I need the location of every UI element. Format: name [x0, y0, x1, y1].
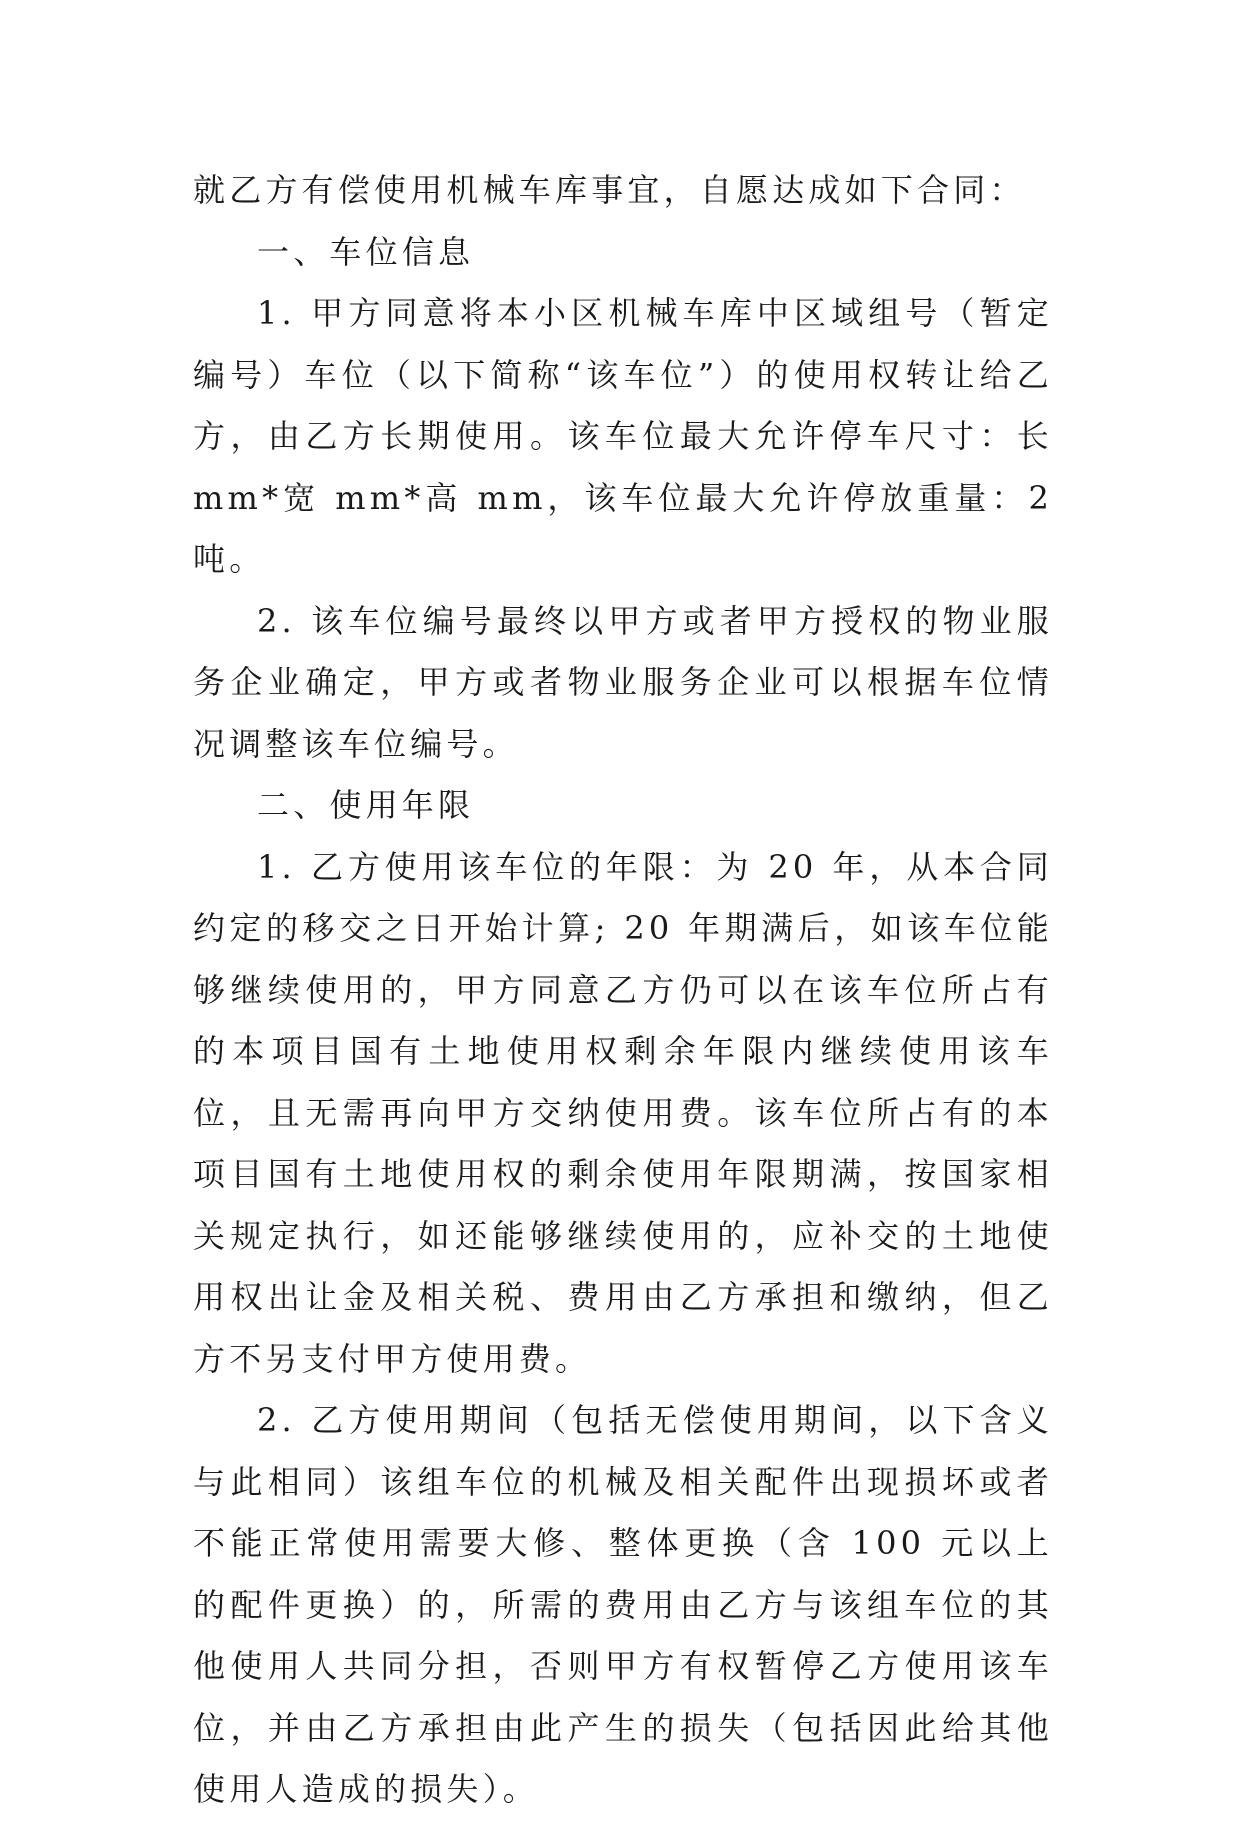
clause-1-2-parking-number: 2. 该车位编号最终以甲方或者甲方授权的物业服务企业确定，甲方或者物业服务企业可以根据车位情况调整该车位编号。 — [193, 601, 1053, 763]
paragraph-intro: 就乙方有偿使用机械车库事宜，自愿达成如下合同： — [193, 171, 1026, 209]
section-heading-parking-info: 一、车位信息 — [257, 232, 475, 271]
clause-1-1-parking-transfer: 1. 甲方同意将本小区机械车库中区域组号（暂定编号）车位（以下简称“该车位”）的使用权转让给乙方，由乙方长期使用。该车位最大允许停车尺寸：长 mm*宽 mm*高 mm，该车位最大允许停放重量：2 吨。 — [193, 294, 1053, 578]
clause-2-2-repair-costs: 2. 乙方使用期间（包括无偿使用期间，以下含义与此相同）该组车位的机械及相关配件出现损坏或者不能正常使用需要大修、整体更换（含 100 元以上的配件更换）的，所需的费用由乙方与该组车位的其他使用人共同分担，否则甲方有权暂停乙方使用该车位，并由乙方承担由此产生的损失（包括因此给其他使用人造成的损失）。 — [193, 1401, 1053, 1808]
clause-2-1-usage-years: 1. 乙方使用该车位的年限：为 20 年，从本合同约定的移交之日开始计算; 20 年期满后，如该车位能够继续使用的，甲方同意乙方仍可以在该车位所占有的本项目国有土地使用权剩余年限内继续使用该车位，且无需再向甲方交纳使用费。该车位所占有的本项目国有土地使用权的剩余使用年限期满，按国家相关规定执行，如还能够继续使用的，应补交的土地使用权出让金及相关税、费用由乙方承担和缴纳，但乙方不另支付甲方使用费。 — [193, 847, 1053, 1378]
section-heading-usage-term: 二、使用年限 — [257, 786, 475, 824]
document-body — [193, 160, 1053, 1821]
